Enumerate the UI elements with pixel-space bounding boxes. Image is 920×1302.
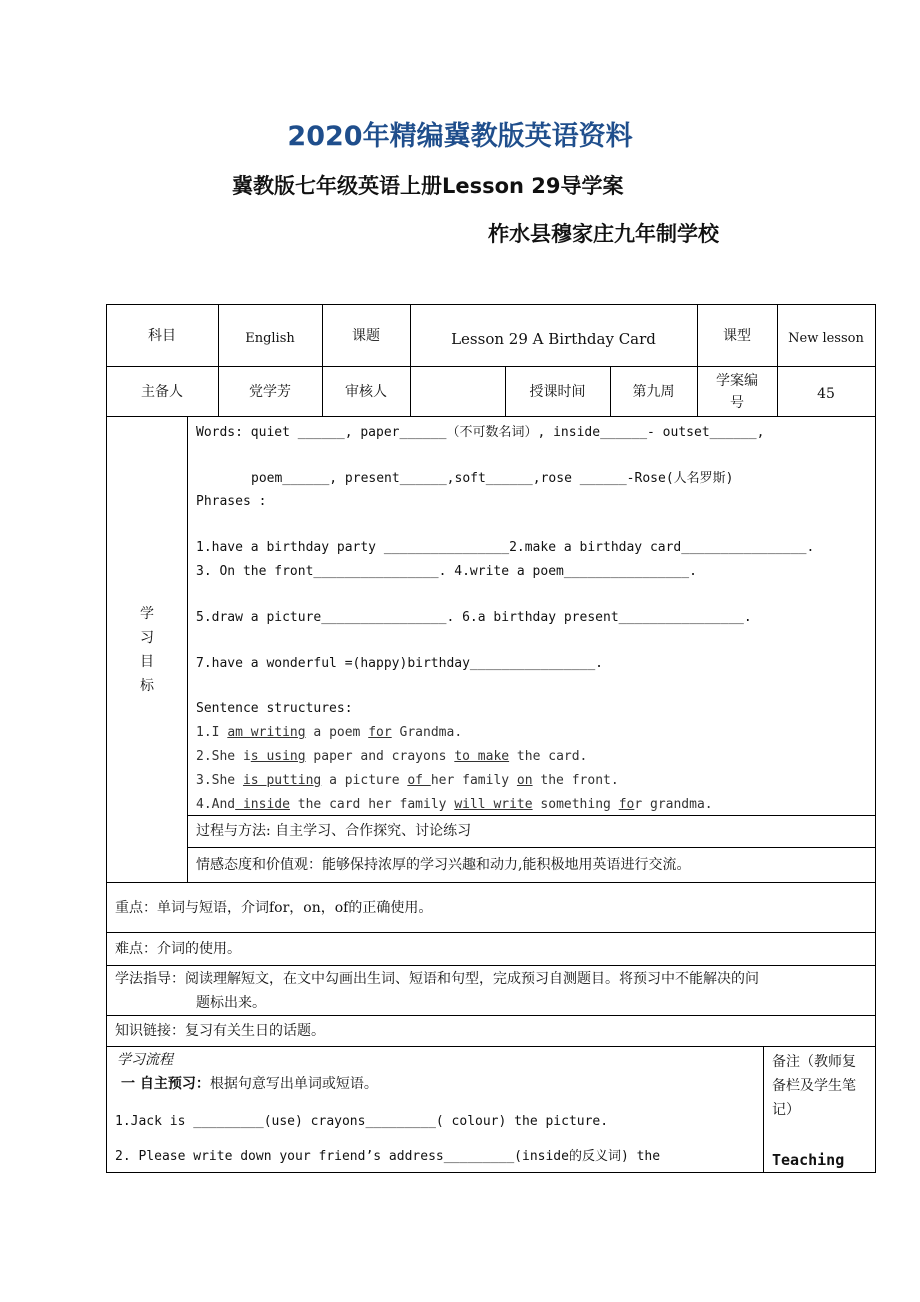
preparer-value: 党学芳: [249, 384, 291, 400]
main-title: 2020年精编冀教版英语资料: [287, 121, 633, 152]
flow-section: 一 自主预习：根据句意写出单词或短语。: [121, 1076, 378, 1092]
question-1: 1.Jack is _________(use) crayons_________( colour) the picture.: [115, 1114, 609, 1129]
phrase-line-2: 3. On the front________________. 4.write a poem________________.: [196, 564, 697, 579]
subject-label: 科目: [148, 328, 176, 344]
sentence-2: 2.She is using paper and crayons to make the card.: [196, 749, 588, 764]
notes-label: 备注（教师复备栏及学生笔记）: [772, 1054, 856, 1118]
plan-no-value: 45: [817, 386, 835, 402]
notes-teaching: Teaching: [772, 1151, 845, 1169]
study-method-line-1: 学法指导：阅读理解短文，在文中勾画出生词、短语和句型，完成预习自测题目。将预习中不能解决的问: [115, 971, 759, 987]
sub-title: 冀教版七年级英语上册Lesson 29导学案: [232, 174, 624, 198]
words-line-1: Words: quiet ______, paper______（不可数名词）, inside______- outset______,: [196, 425, 765, 440]
study-method-line-2: 题标出来。: [196, 995, 266, 1011]
type-label: 课型: [723, 328, 751, 344]
sentence-3: 3.She is putting a picture of her family on the front.: [196, 773, 619, 788]
topic-label: 课题: [352, 328, 380, 344]
phrase-line-3: 5.draw a picture________________. 6.a birthday present________________.: [196, 610, 752, 625]
structures-label: Sentence structures:: [196, 701, 353, 716]
plan-no-label: 学案编号: [716, 373, 758, 411]
phrases-label: Phrases :: [196, 494, 267, 509]
knowledge-link: 知识链接：复习有关生日的话题。: [115, 1023, 325, 1039]
phrase-line-4: 7.have a wonderful =(happy)birthday________________.: [196, 656, 603, 671]
sentence-1: 1.I am writing a poem for Grandma.: [196, 725, 463, 740]
preparer-label: 主备人: [141, 384, 183, 400]
attitude-values: 情感态度和价值观：能够保持浓厚的学习兴趣和动力,能积极地用英语进行交流。: [196, 857, 691, 873]
school-name: 柞水县穆家庄九年制学校: [488, 222, 719, 246]
flow-title: 学习流程: [117, 1052, 173, 1068]
question-2: 2. Please write down your friend’s address_________(inside的反义词) the: [115, 1149, 661, 1164]
goals-label: 学习目标: [140, 606, 154, 694]
reviewer-label: 审核人: [345, 384, 387, 400]
process-method: 过程与方法: 自主学习、合作探究、讨论练习: [196, 823, 472, 839]
sentence-4: 4.And inside the card her family will write something for grandma.: [196, 797, 713, 812]
type-value: New lesson: [788, 331, 864, 346]
key-point: 重点：单词与短语，介词for，on，of的正确使用。: [115, 900, 433, 916]
time-value: 第九周: [632, 384, 675, 400]
words-line-2: poem______, present______,soft______,rose ______-Rose(人名罗斯): [251, 471, 734, 486]
phrase-line-1: 1.have a birthday party ________________2.make a birthday card________________.: [196, 540, 815, 555]
time-label: 授课时间: [529, 384, 586, 400]
topic-value: Lesson 29 A Birthday Card: [451, 330, 656, 348]
subject-value: English: [245, 331, 295, 346]
difficulty: 难点：介词的使用。: [115, 941, 241, 957]
